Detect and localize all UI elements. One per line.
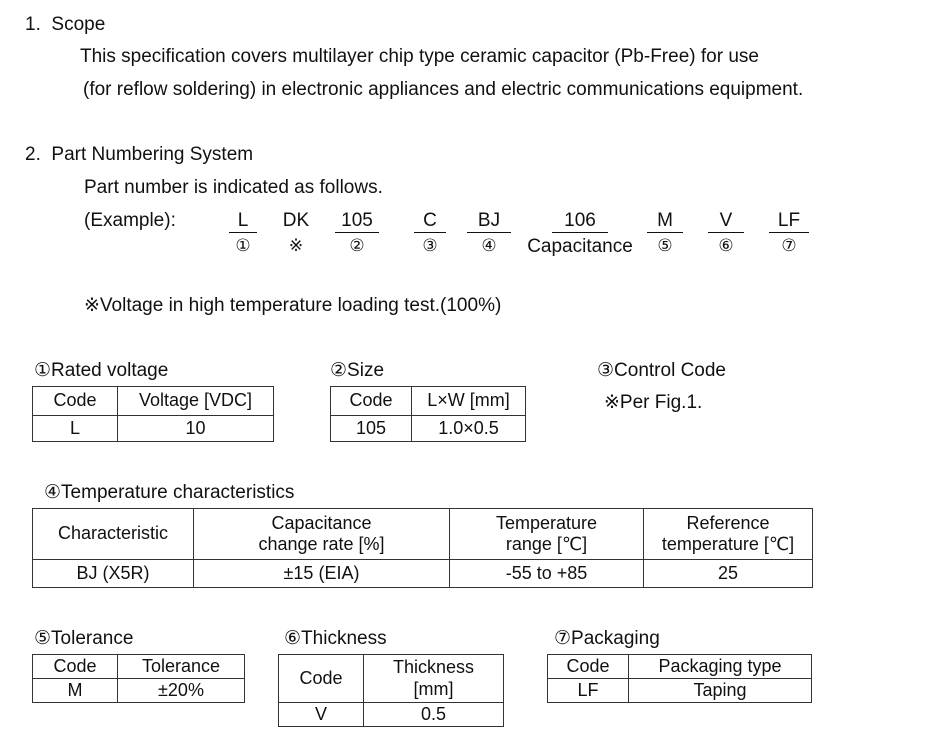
part-number-intro: Part number is indicated as follows. (84, 177, 383, 198)
size-table (330, 386, 526, 442)
temperature-table (32, 508, 813, 588)
part-code-marker: ② (349, 236, 365, 256)
part-code-marker: ⑥ (718, 236, 734, 256)
table-row (33, 560, 813, 588)
table-cell: LF (548, 679, 629, 703)
table-header-row (33, 655, 245, 679)
thickness-mark: ⑥ (284, 627, 302, 649)
size-label: Size (347, 360, 385, 381)
section-number: 2. (25, 144, 41, 165)
table-cell: V (279, 703, 364, 727)
header-cell (279, 655, 364, 703)
packaging-table (547, 654, 812, 703)
header-line: temperature [℃] (661, 534, 795, 554)
part-code-9 (769, 211, 809, 255)
table-cell: 25 (644, 560, 813, 588)
header-line: Code (299, 667, 343, 688)
control-code-label: Control Code (614, 360, 726, 381)
packaging-mark: ⑦ (554, 627, 572, 649)
temperature-mark: ④ (44, 481, 62, 503)
tolerance-table (32, 654, 245, 703)
table-row (331, 416, 526, 442)
voltage-test-note: ※Voltage in high temperature loading test.(100%) (84, 295, 502, 316)
table-row (279, 703, 504, 727)
size-title (330, 361, 384, 380)
table-cell: 1.0×0.5 (412, 416, 526, 442)
part-code-3 (335, 211, 379, 255)
part-code: DK (282, 210, 310, 231)
part-code: V (708, 211, 744, 233)
part-code: 105 (335, 211, 379, 233)
part-code: M (647, 211, 683, 233)
table-cell: M (33, 679, 118, 703)
header-cell (364, 655, 504, 703)
rated-voltage-title (34, 361, 168, 380)
rated-voltage-mark: ① (34, 359, 52, 381)
part-code-8 (708, 211, 744, 255)
part-code-marker: ③ (422, 236, 438, 256)
part-code-marker: ④ (481, 236, 497, 256)
part-code-5 (467, 211, 511, 255)
part-code-4 (414, 211, 446, 255)
section-title: Scope (51, 14, 106, 35)
part-code-marker: ⑤ (657, 236, 673, 256)
section-part-numbering-heading (25, 145, 253, 164)
rated-voltage-table (32, 386, 274, 442)
header-cell: L×W [mm] (412, 387, 526, 416)
part-code-marker: ① (235, 236, 251, 256)
table-cell: L (33, 416, 118, 442)
control-code-mark: ③ (597, 359, 615, 381)
header-cell: Packaging type (629, 655, 812, 679)
section-scope-heading (25, 15, 105, 34)
header-line: [mm] (413, 678, 454, 699)
tolerance-label: Tolerance (51, 628, 134, 649)
example-label: (Example): (84, 210, 176, 231)
table-cell: -55 to +85 (450, 560, 644, 588)
temperature-label: Temperature characteristics (61, 482, 295, 503)
tolerance-title (34, 629, 133, 648)
thickness-title (284, 629, 387, 648)
header-cell: Code (548, 655, 629, 679)
packaging-label: Packaging (571, 628, 660, 649)
table-row (548, 679, 812, 703)
table-cell: 10 (118, 416, 274, 442)
table-cell: 105 (331, 416, 412, 442)
part-code-marker: ※ (288, 236, 304, 256)
rated-voltage-label: Rated voltage (51, 360, 169, 381)
scope-text-line-2: (for reflow soldering) in electronic appliances and electric communications equipment. (83, 79, 804, 100)
table-cell: ±20% (118, 679, 245, 703)
table-header-row (33, 387, 274, 416)
header-line: Characteristic (57, 523, 169, 544)
control-code-note: ※Per Fig.1. (604, 392, 703, 413)
part-code: LF (769, 211, 809, 233)
table-cell: ±15 (EIA) (194, 560, 450, 588)
table-header-row (279, 655, 504, 703)
table-cell: BJ (X5R) (33, 560, 194, 588)
header-cell (194, 509, 450, 560)
header-cell (644, 509, 813, 560)
part-code-marker: ⑦ (781, 236, 797, 256)
part-code: L (229, 211, 257, 233)
part-code-6 (520, 211, 640, 256)
header-line: Capacitance (271, 512, 372, 533)
thickness-label: Thickness (301, 628, 387, 649)
header-line: Temperature (495, 512, 598, 533)
part-code-1 (229, 211, 257, 255)
part-code-marker: Capacitance (527, 236, 633, 257)
table-row (33, 416, 274, 442)
header-cell (33, 509, 194, 560)
part-code-7 (647, 211, 683, 255)
part-code: BJ (467, 211, 511, 233)
header-cell: Code (33, 387, 118, 416)
header-cell (450, 509, 644, 560)
table-cell: 0.5 (364, 703, 504, 727)
part-code: C (414, 211, 446, 233)
header-cell: Code (33, 655, 118, 679)
table-header-row (33, 509, 813, 560)
section-number: 1. (25, 14, 41, 35)
size-mark: ② (330, 359, 348, 381)
part-code-2 (279, 211, 313, 255)
table-header-row (548, 655, 812, 679)
section-title: Part Numbering System (51, 144, 254, 165)
header-cell: Tolerance (118, 655, 245, 679)
header-line: Reference (686, 512, 770, 533)
tolerance-mark: ⑤ (34, 627, 52, 649)
header-cell: Voltage [VDC] (118, 387, 274, 416)
temperature-title (44, 483, 294, 502)
header-cell: Code (331, 387, 412, 416)
table-row (33, 679, 245, 703)
part-code: 106 (552, 211, 608, 233)
table-header-row (331, 387, 526, 416)
header-line: change rate [%] (258, 534, 385, 554)
header-line: range [℃] (505, 534, 588, 554)
packaging-title (554, 629, 660, 648)
control-code-title (597, 361, 726, 380)
table-cell: Taping (629, 679, 812, 703)
header-line: Thickness (392, 657, 475, 678)
scope-text-line-1: This specification covers multilayer chip type ceramic capacitor (Pb-Free) for use (80, 46, 759, 67)
thickness-table (278, 654, 504, 727)
